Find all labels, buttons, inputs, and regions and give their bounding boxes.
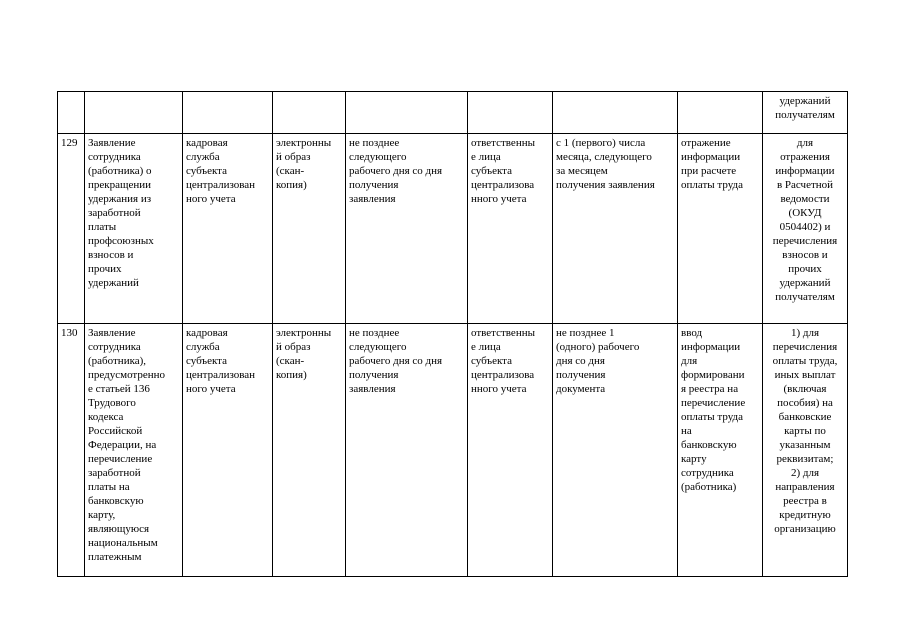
table-row-129 — [58, 134, 848, 324]
document-table — [57, 91, 848, 577]
cell-number — [58, 92, 85, 134]
cell-responsible: ответственны е лица субъекта централизова нного учета — [468, 324, 553, 577]
cell-originator — [183, 92, 273, 134]
table-row-continuation — [58, 92, 848, 134]
cell-term: не позднее 1 (одного) рабочего дня со дня получения документа — [553, 324, 678, 577]
cell-document-name: Заявление сотрудника (работника), предусмотренно е статьей 136 Трудового кодекса Российской Федерации, на перечисление заработной платы на банковскую карту, являющуюся национальным платежным — [85, 324, 183, 577]
cell-deadline: не позднее следующего рабочего дня со дня получения заявления — [346, 134, 468, 324]
cell-purpose: удержаний получателям — [763, 92, 848, 134]
cell-purpose: для отражения информации в Расчетной ведомости (ОКУД 0504402) и перечисления взносов и прочих удержаний получателям — [763, 134, 848, 324]
cell-action: ввод информации для формировани я реестра на перечисление оплаты труда на банковскую карту сотрудника (работника) — [678, 324, 763, 577]
table-row-130 — [58, 324, 848, 577]
cell-number: 130 — [58, 324, 85, 577]
cell-purpose: 1) для перечисления оплаты труда, иных выплат (включая пособия) на банковские карты по указанным реквизитам; 2) для направления реестра в кредитную организацию — [763, 324, 848, 577]
cell-term — [553, 92, 678, 134]
cell-deadline — [346, 92, 468, 134]
cell-number: 129 — [58, 134, 85, 324]
cell-responsible — [468, 92, 553, 134]
cell-originator: кадровая служба субъекта централизован ного учета — [183, 324, 273, 577]
cell-format: электронны й образ (скан- копия) — [273, 134, 346, 324]
cell-term: с 1 (первого) числа месяца, следующего за месяцем получения заявления — [553, 134, 678, 324]
cell-originator: кадровая служба субъекта централизован ного учета — [183, 134, 273, 324]
cell-action: отражение информации при расчете оплаты труда — [678, 134, 763, 324]
cell-document-name — [85, 92, 183, 134]
cell-format — [273, 92, 346, 134]
cell-document-name: Заявление сотрудника (работника) о прекращении удержания из заработной платы профсоюзных взносов и прочих удержаний — [85, 134, 183, 324]
cell-responsible: ответственны е лица субъекта централизова нного учета — [468, 134, 553, 324]
cell-format: электронны й образ (скан- копия) — [273, 324, 346, 577]
cell-action — [678, 92, 763, 134]
cell-deadline: не позднее следующего рабочего дня со дня получения заявления — [346, 324, 468, 577]
